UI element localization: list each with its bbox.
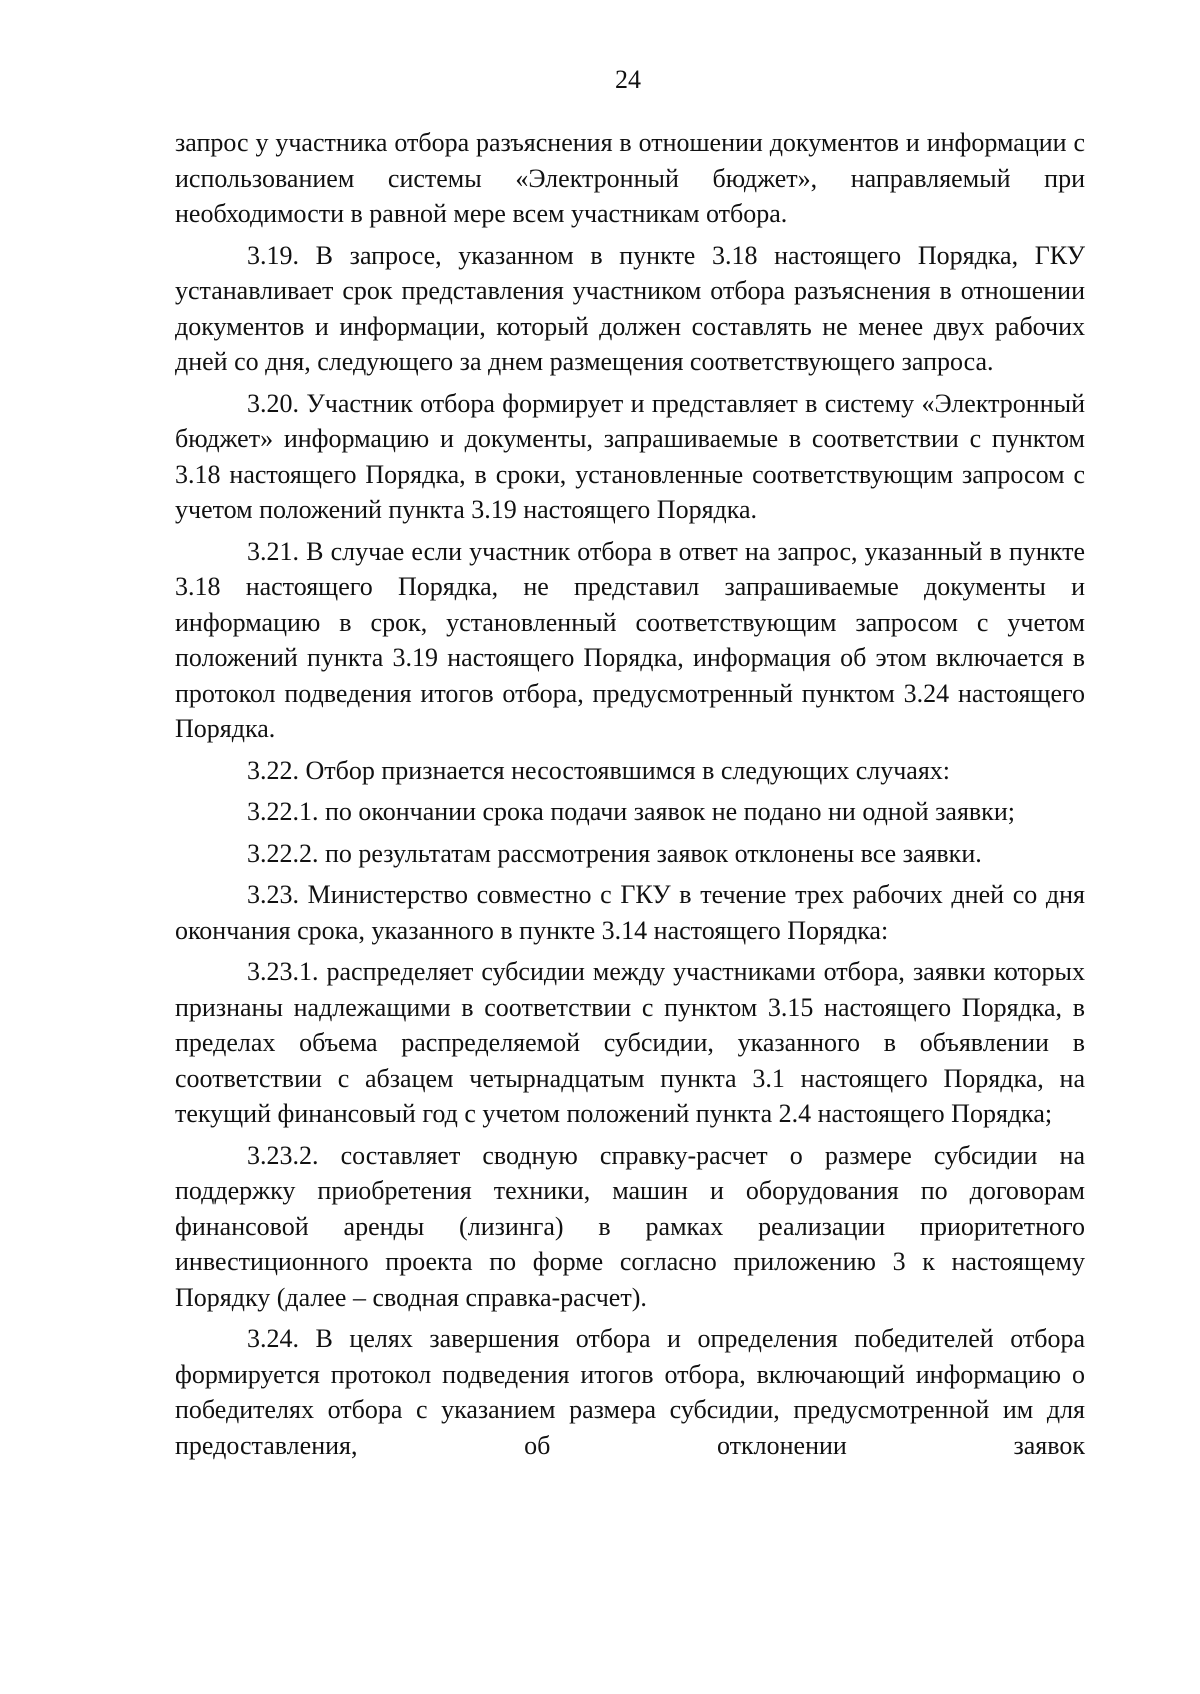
- paragraph-number: 3.23.1.: [247, 957, 319, 986]
- paragraph-number: 3.23.: [247, 880, 299, 909]
- paragraph-text: В целях завершения отбора и определения победителей отбора формируется протокол подведения итогов отбора, включающий информацию о победителях отбора с указанием размера субсидии, предусмотренной им для предоставления, об отклонении заявок: [175, 1324, 1086, 1460]
- paragraph-number: 3.22.: [247, 755, 299, 785]
- paragraph-3-23-2: [175, 1138, 1085, 1316]
- paragraph-text: по результатам рассмотрения заявок отклонены все заявки.: [325, 838, 982, 868]
- paragraph-text: В случае если участник отбора в ответ на запрос, указанный в пункте 3.18 настоящего Порядка, не представил запрашиваемые документы и информацию в срок, установленный соответствующим запросом с учетом положений пункта 3.19 настоящего Порядка, информация об этом включается в протокол подведения итогов отбора, предусмотренный пунктом 3.24 настоящего Порядка.: [175, 536, 1085, 743]
- paragraph-continuation: [175, 125, 1085, 232]
- paragraph-3-22: [175, 753, 1085, 789]
- paragraph-3-21: [175, 534, 1085, 747]
- page-number: 24: [615, 65, 641, 94]
- paragraph-number: 3.21.: [247, 536, 299, 566]
- paragraph-text: Участник отбора формирует и представляет в систему «Электронный бюджет» информацию и документы, запрашиваемые в соответствии с пунктом 3.18 настоящего Порядка, в сроки, установленные соответствующим запросом с учетом положений пункта 3.19 настоящего Порядка.: [175, 388, 1085, 524]
- document-body: [175, 125, 1085, 1469]
- paragraph-text: распределяет субсидии между участниками отбора, заявки которых признаны надлежащими в соответствии с пунктом 3.15 настоящего Порядка, в пределах объема распределяемой субсидии, указанного в объявлении в соответствии с абзацем четырнадцатым пункта 3.1 настоящего Порядка, на текущий финансовый год с учетом положений пункта 2.4 настоящего Порядка;: [175, 957, 1086, 1128]
- paragraph-3-23: [175, 877, 1085, 948]
- paragraph-text: В запросе, указанном в пункте 3.18 настоящего Порядка, ГКУ устанавливает срок представления участником отбора разъяснения в отношении документов и информации, который должен составлять не менее двух рабочих дней со дня, следующего за днем размещения соответствующего запроса.: [175, 240, 1086, 376]
- paragraph-3-23-1: [175, 954, 1085, 1132]
- paragraph-number: 3.24.: [247, 1324, 299, 1353]
- paragraph-3-24: [175, 1321, 1085, 1463]
- paragraph-number: 3.22.1.: [247, 797, 319, 826]
- paragraph-number: 3.22.2.: [247, 838, 319, 868]
- paragraph-3-22-2: [175, 836, 1085, 872]
- paragraph-number: 3.19.: [247, 240, 299, 270]
- paragraph-text: запрос у участника отбора разъяснения в отношении документов и информации с использованием системы «Электронный бюджет», направляемый при необходимости в равной мере всем участникам отбора.: [175, 128, 1085, 228]
- paragraph-number: 3.23.2.: [247, 1140, 319, 1170]
- paragraph-text: по окончании срока подачи заявок не подано ни одной заявки;: [325, 797, 1015, 826]
- paragraph-text: Отбор признается несостоявшимся в следующих случаях:: [305, 755, 951, 785]
- paragraph-3-19: [175, 238, 1085, 380]
- paragraph-3-22-1: [175, 794, 1085, 830]
- paragraph-text: Министерство совместно с ГКУ в течение трех рабочих дней со дня окончания срока, указанного в пункте 3.14 настоящего Порядка:: [175, 880, 1085, 945]
- paragraph-number: 3.20.: [247, 388, 299, 418]
- paragraph-3-20: [175, 386, 1085, 528]
- paragraph-text: составляет сводную справку-расчет о размере субсидии на поддержку приобретения техники, машин и оборудования по договорам финансовой аренды (лизинга) в рамках реализации приоритетного инвестиционного проекта по форме согласно приложению 3 к настоящему Порядку (далее – сводная справка-расчет).: [175, 1140, 1086, 1312]
